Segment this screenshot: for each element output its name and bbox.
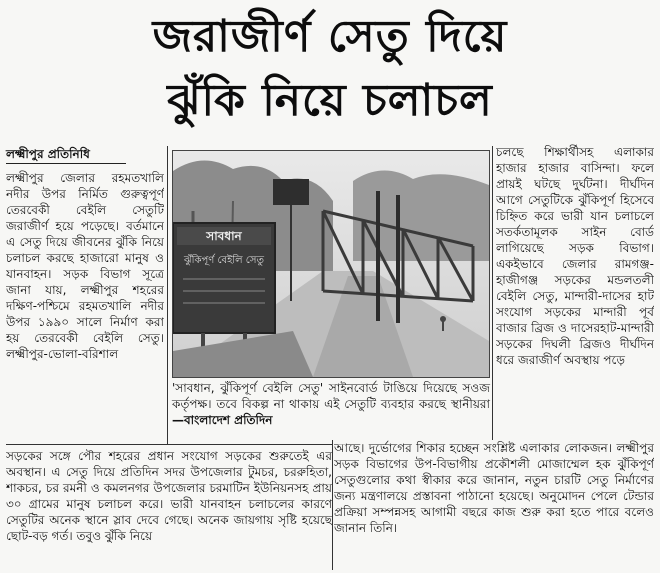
section-rule-left [6,444,332,445]
caption-text: 'সাবধান, ঝুঁকিপূর্ণ বেইলি সেতু' সাইনবোর্ড টাঙিয়ে দিয়েছে সওজ কর্তৃপক্ষ। তবে বিকল্প না থাকায় এই সেতুটি ব্যবহার করছে স্থানীয়রা [172,381,490,411]
sign-title: সাবধান [206,229,242,243]
column-divider-left [167,146,168,444]
byline-underline [6,163,126,164]
column-divider-bottom [332,440,333,570]
sign-line: ঝুঁকিপূর্ণ বেইলি সেতু [184,255,264,266]
photo-caption [172,380,490,428]
headline-line-2: ঝুঁকি নিয়ে চলাচল [167,75,493,126]
photo-credit: —বাংলাদেশ প্রতিদিন [172,413,273,427]
bridge-photo [172,150,490,378]
column-divider-right [492,146,493,440]
article-column-2: চলছে শিক্ষার্থীসহ এলাকার হাজার হাজার বাসিন্দা। ফলে প্রায়ই ঘটছে দুর্ঘটনা। দীর্ঘদিন আগে সেতুটিকে ঝুঁকিপূর্ণ হিসেবে চিহ্নিত করে ভারী যান চলাচলে সতর্কতামূলক সাইন বোর্ড লাগিয়েছে সড়ক বিভাগ। একইভাবে জেলার রামগঞ্জ-হাজীগঞ্জ সড়কের মন্ডলতলী বেইলি সেতু, মান্দারী-দাসের হাট সংযোগ সড়কের মান্দারী পূর্ব বাজার ব্রিজ ও দাসেরহাট-মান্দারী সড়কের দিঘলী ব্রিজও দীর্ঘদিন ধরে জরাজীর্ণ অবস্থায় পড়ে [496,145,654,367]
byline: লক্ষ্মীপুর প্রতিনিধি [6,147,90,161]
bridge-photo-illustration [173,151,489,377]
headline-line-1: জরাজীর্ণ সেতু দিয়ে [152,11,508,62]
article-column-1: লক্ষ্মীপুর জেলার রহমতখালি নদীর উপর নির্মিত গুরুত্বপূর্ণ তেরবেকী বেইলি সেতুটি জরাজীর্ণ হয়ে পড়েছে। বর্তমানে এ সেতু দিয়ে জীবনের ঝুঁকি নিয়ে চলাচল করছে হাজারো মানুষ ও যানবাহন। সড়ক বিভাগ সূত্রে জানা যায়, লক্ষ্মীপুর শহরের দক্ষিণ-পশ্চিমে রহমতখালি নদীর উপর ১৯৯০ সালে নির্মাণ করা হয় তেরবেকী বেইলি সেতু। লক্ষ্মীপুর-ভোলা-বরিশাল [6,171,164,361]
article-column-3: সড়কের সঙ্গে পৌর শহরের প্রধান সংযোগ সড়কের শুরুতেই এর অবস্থান। এ সেতু দিয়ে প্রতিদিন সদর উপজেলার টুমচর, চররুহিতা, শাকচর, চর রমনী ও কমলনগর উপজেলার চরমাটিন ইউনিয়নসহ প্রায় ৩০ গ্রামের মানুষ চলাচল করে। ভারী যানবাহন চলাচলের কারণে সেতুটির অনেক স্থানে স্লাব দেবে গেছে। অনেক জায়গায় সৃষ্টি হয়েছে ছোট-বড় গর্ত। তবুও ঝুঁকি নিয়ে [6,449,332,543]
article-column-4: আছে। দুর্ভোগের শিকার হচ্ছেন সংশ্লিষ্ট এলাকার লোকজন। লক্ষ্মীপুর সড়ক বিভাগের উপ-বিভাগীয় প্রকৌশলী মোজাম্মেল হক ঝুঁকিপূর্ণ সেতুগুলোর কথা স্বীকার করে জানান, নতুন চারটি সেতু নির্মাণের জন্য মন্ত্রণালয়ে প্রস্তাবনা পাঠানো হয়েছে। অনুমোদন পেলে টেন্ডার প্রক্রিয়া সম্পন্নসহ আগামী বছরে কাজ শুরু করা হতে পারে বলেও জানান তিনি। [334,441,654,535]
